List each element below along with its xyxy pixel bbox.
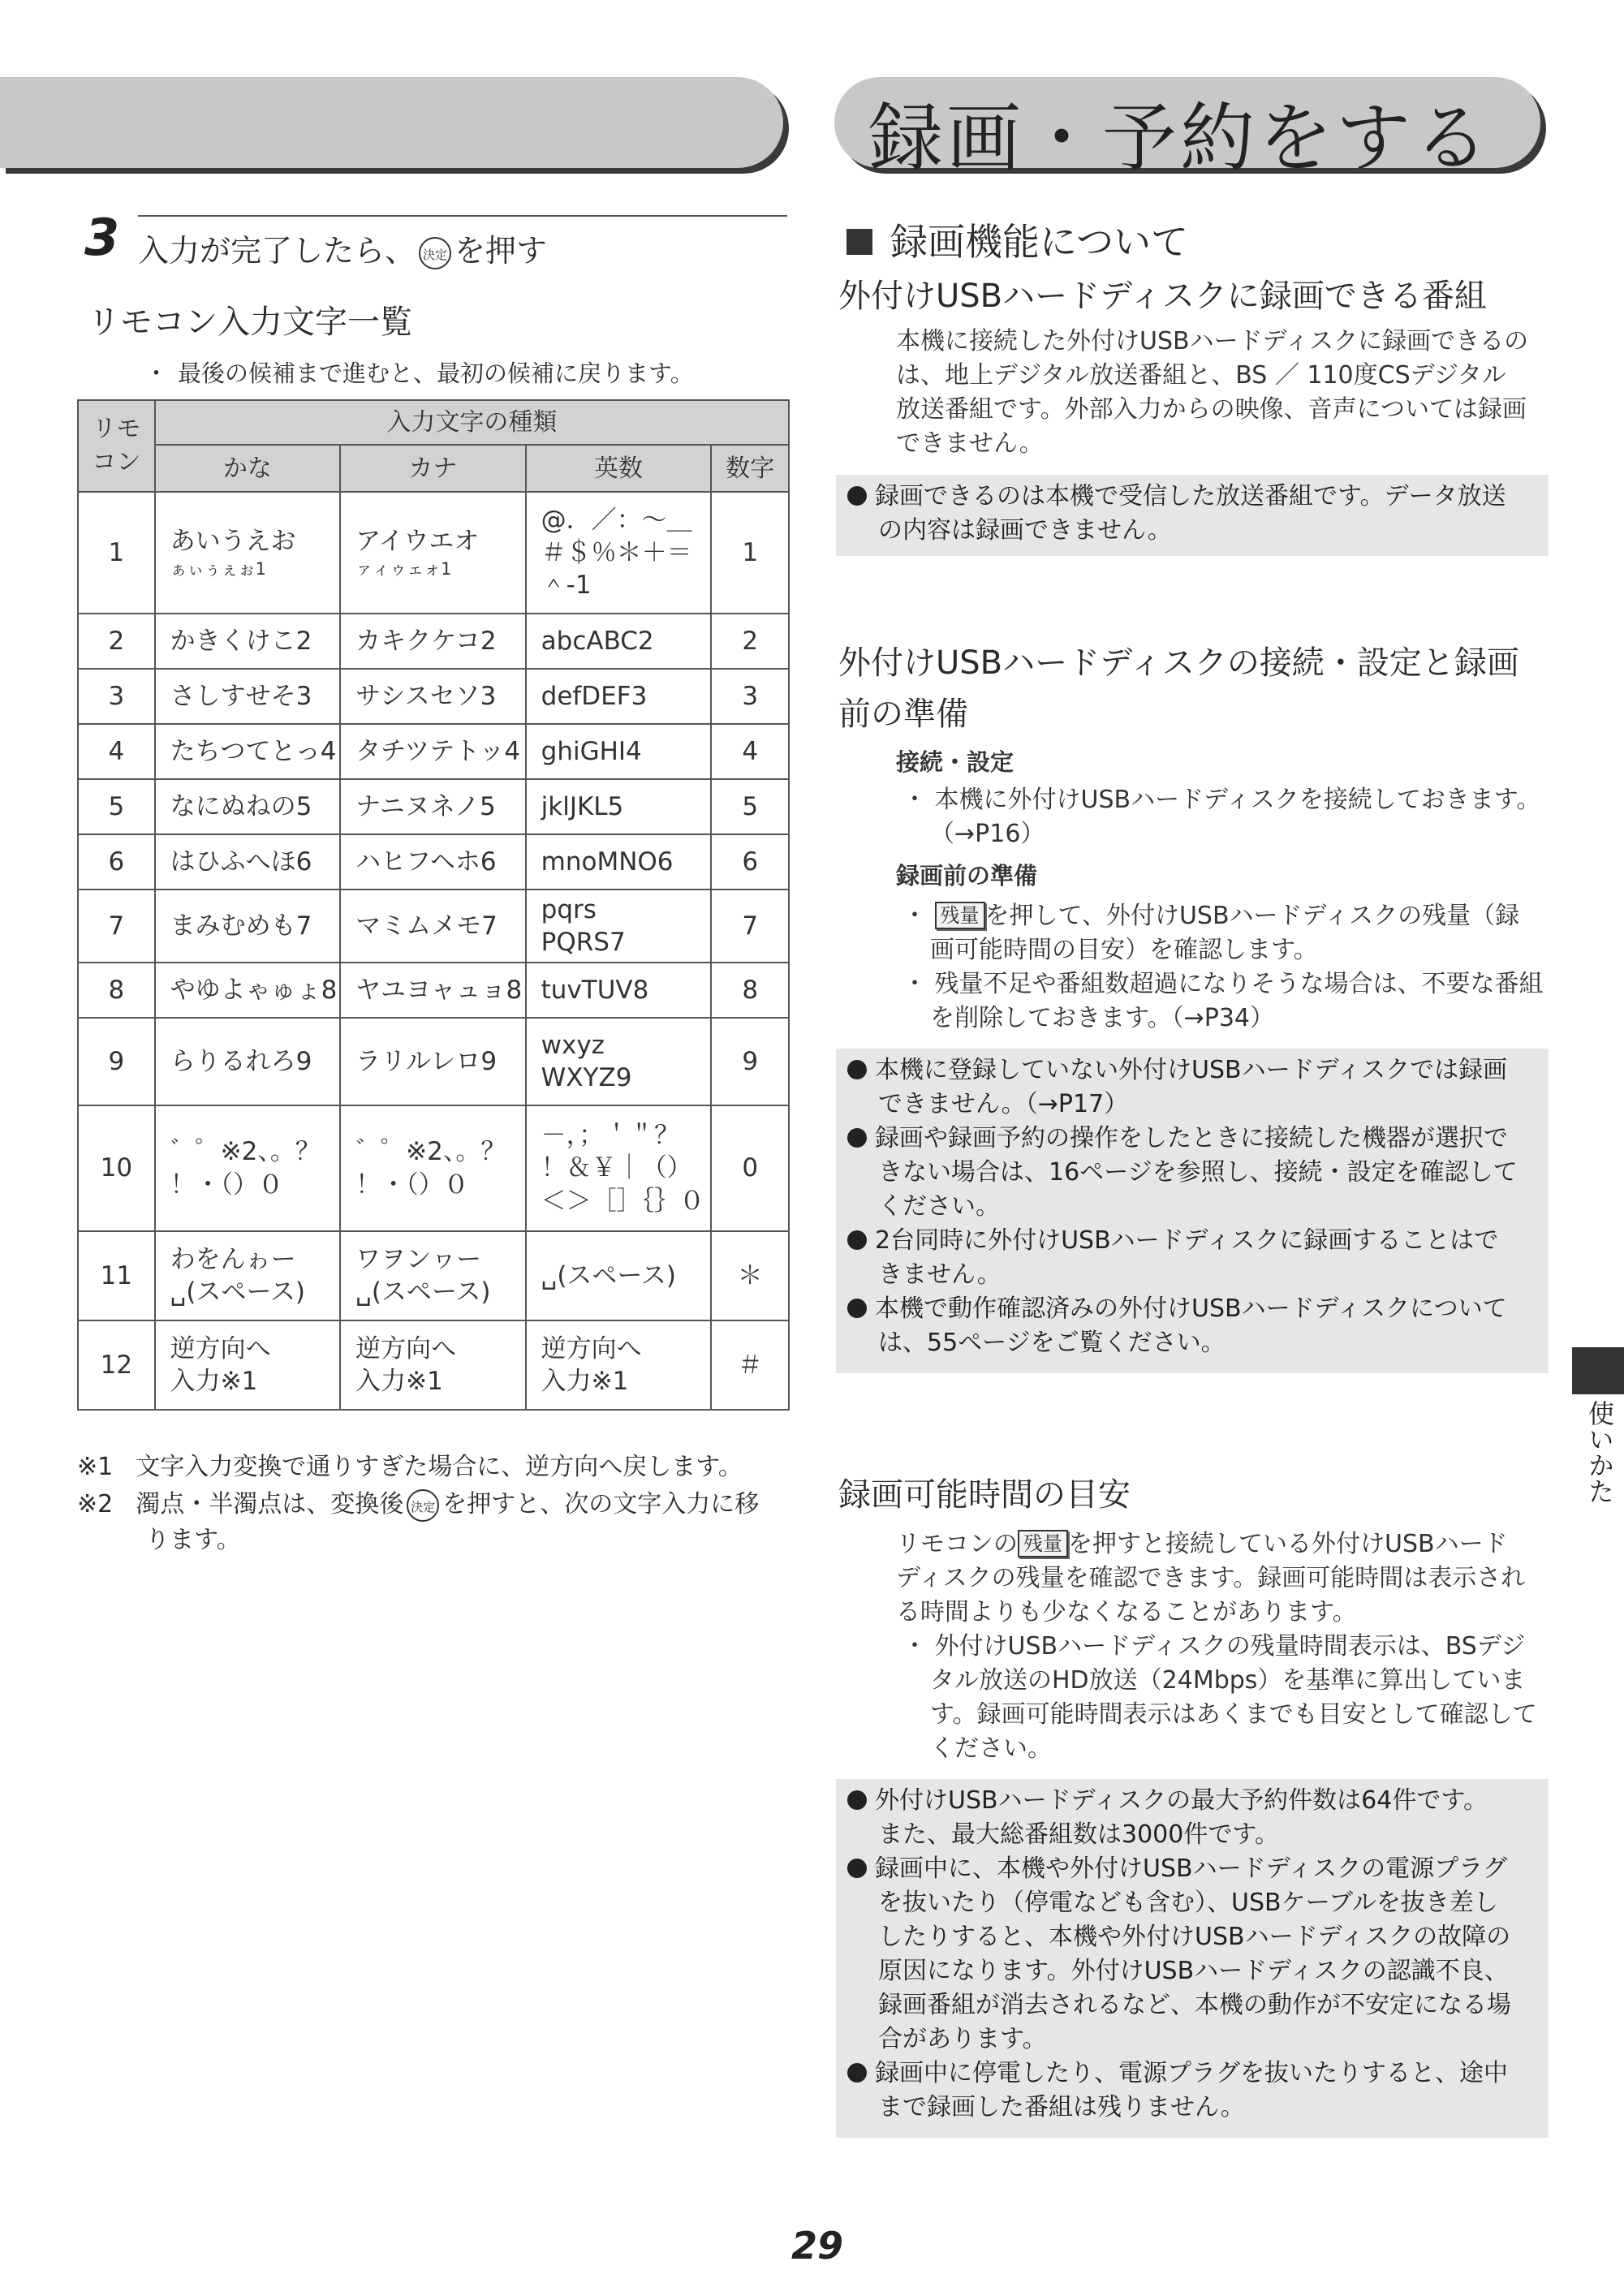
cell-main-text: たちつてとっ4 [170, 736, 337, 766]
header-digit: 数字 [711, 445, 789, 492]
table-row [78, 890, 789, 963]
note-text: 録画中に停電したり、電源プラグを抜いたりすると、途中 [875, 2059, 1508, 2087]
para-line: できません。 [896, 429, 1044, 458]
remote-char-table [77, 399, 790, 1411]
zanryou-key-icon: 残量 [935, 902, 985, 929]
para-line: を押すと接続している外付けUSBハード [1068, 1530, 1508, 1558]
cell-kata [340, 614, 525, 669]
table-row [78, 1018, 789, 1105]
section-heading-text: 録画機能について [890, 220, 1189, 264]
cell-kana [155, 963, 340, 1018]
char-list-title: リモコン入力文字一覧 [88, 304, 412, 341]
para-line: ・ 外付けUSBハードディスクの残量時間表示は、BSデジ [902, 1632, 1526, 1661]
cell-main-text: さしすせそ3 [170, 681, 312, 711]
cell-alnum: tuvTUV8 [526, 963, 712, 1018]
cell-alnum: jklJKL5 [526, 779, 712, 834]
cell-main-text: はひふへほ6 [170, 846, 312, 877]
para-line: タル放送のHD放送（24Mbps）を基準に算出していま [930, 1666, 1526, 1695]
cell-sub-text: ァィゥェォ1 [355, 558, 452, 579]
cell-digit: 0 [711, 1105, 789, 1231]
cell-main-text: かきくけこ2 [170, 626, 312, 656]
cell-alnum: 逆方向へ 入力※1 [526, 1320, 712, 1410]
note-line: また、最大総番組数は3000件です。 [878, 1820, 1279, 1849]
connection-paragraph [902, 783, 1540, 851]
cell-kana [155, 779, 340, 834]
bullet-icon [847, 1230, 867, 1250]
footnote-1 [77, 1446, 743, 1482]
recording-time-paragraph [896, 1527, 1537, 1766]
cell-main-text: ヤユヨャュョ8 [355, 975, 523, 1005]
note-line: 録画できるのは本機で受信した放送番組です。データ放送 [875, 482, 1506, 510]
para-line: ください。 [930, 1734, 1052, 1763]
note-line: きない場合は、16ページを参照し、接続・設定を確認して [878, 1158, 1518, 1187]
cell-main-text: タチツテトッ4 [355, 736, 521, 766]
cell-main-text: カキクケコ2 [355, 626, 497, 656]
note-box-recordable [836, 475, 1549, 556]
page-title: 録画・予約をする [868, 95, 1493, 182]
note-text: 本機に登録していない外付けUSBハードディスクでは録画 [875, 1056, 1508, 1084]
cell-alnum: ghiGHI4 [526, 724, 712, 779]
note-text: 外付けUSBハードディスクの最大予約件数は64件です。 [875, 1786, 1488, 1815]
table-row [78, 492, 789, 614]
cell-kata [340, 834, 525, 890]
cell-kana [155, 492, 340, 614]
footnote-mark: ※2 [77, 1490, 114, 1518]
note-line: は、55ページをご覧ください。 [878, 1329, 1226, 1357]
footnote-text: を押すと、次の文字入力に移 [442, 1490, 760, 1518]
cell-kana [155, 724, 340, 779]
cell-digit: 7 [711, 890, 789, 963]
side-tab-label: 使いかた [1584, 1400, 1615, 1504]
kettei-button-icon: 決定 [407, 1489, 439, 1522]
cell-kata [340, 1105, 525, 1231]
cell-digit: 5 [711, 779, 789, 834]
step-number: 3 [84, 208, 120, 267]
note-line: したりすると、本機や外付けUSBハードディスクの故障の [878, 1923, 1511, 1951]
para-line: る時間よりも少なくなることがあります。 [896, 1598, 1357, 1626]
note-line: 録画番組が消去されるなど、本機の動作が不安定になる場 [878, 1991, 1511, 2019]
cell-digit: 8 [711, 963, 789, 1018]
bullet-icon [847, 1859, 867, 1878]
cell-key: 5 [78, 779, 155, 834]
bullet-icon [847, 2063, 867, 2083]
cell-digit: 3 [711, 669, 789, 724]
cell-digit: 2 [711, 614, 789, 669]
footnote-mark: ※1 [77, 1453, 114, 1481]
cell-alnum: @．／：～＿ ＃＄％＊＋＝ ＾-1 [526, 492, 712, 614]
cell-key: 1 [78, 492, 155, 614]
cell-digit: 1 [711, 492, 789, 614]
note-line [847, 1053, 1537, 1088]
header-bar-right [834, 77, 1540, 182]
char-list-note [144, 355, 694, 389]
table-row [78, 669, 789, 724]
recordable-paragraph [896, 325, 1528, 461]
cell-alnum: ␣(スペース) [526, 1231, 712, 1320]
note-box-connection [836, 1049, 1549, 1373]
cell-alnum: －，；＇＂？ ！＆￥｜（） ＜＞［］｛｝０ [526, 1105, 712, 1231]
bullet-icon [847, 1790, 867, 1810]
note-line: できません。（→P17） [878, 1090, 1129, 1118]
subheading-connection-line1: 外付けUSBハードディスクの接続・設定と録画 [838, 644, 1519, 682]
cell-kata [340, 1231, 525, 1320]
cell-main-text: ハヒフヘホ6 [355, 846, 497, 877]
note-text: 2台同時に外付けUSBハードディスクに録画することはで [875, 1226, 1499, 1255]
note-box-recording-time [836, 1779, 1549, 2138]
cell-kana [155, 890, 340, 963]
para-line: は、地上デジタル放送番組と、BS ／ 110度CSデジタル [896, 361, 1506, 390]
cell-alnum: defDEF3 [526, 669, 712, 724]
zanryou-key-icon: 残量 [1018, 1530, 1068, 1557]
cell-kana [155, 1105, 340, 1231]
note-line [847, 1852, 1537, 1886]
sub-connection-setting: 接続・設定 [896, 748, 1014, 776]
bullet-icon [847, 486, 867, 506]
para-line: 画可能時間の目安）を確認します。 [930, 936, 1318, 964]
table-row [78, 779, 789, 834]
note-text: 本機で動作確認済みの外付けUSBハードディスクについて [875, 1294, 1507, 1323]
note-line: の内容は録画できません。 [878, 516, 1172, 545]
table-row [78, 1320, 789, 1410]
para-line: 本機に接続した外付けUSBハードディスクに録画できるの [896, 327, 1529, 355]
para-line: を押して、外付けUSBハードディスクの残量（録 [984, 902, 1520, 930]
para-line: （→P16） [930, 820, 1045, 848]
cell-key: 2 [78, 614, 155, 669]
table-row [78, 963, 789, 1018]
cell-kata [340, 890, 525, 963]
note-line [847, 2057, 1537, 2091]
cell-main-text: マミムメモ7 [355, 911, 498, 941]
cell-kata [340, 1018, 525, 1105]
cell-digit: 4 [711, 724, 789, 779]
cell-kata [340, 779, 525, 834]
note-line [847, 1122, 1537, 1156]
para-line: ・ 本機に外付けUSBハードディスクを接続しておきます。 [902, 786, 1541, 814]
table-row [78, 614, 789, 669]
header-kana: かな [155, 445, 340, 492]
footnote-text: 文字入力変換で通りすぎた場合に、逆方向へ戻します。 [136, 1453, 743, 1481]
cell-main-text: 逆方向へ 入力※1 [170, 1333, 271, 1396]
char-list-note-text: 最後の候補まで進むと、最初の候補に戻ります。 [178, 360, 694, 387]
cell-digit: 9 [711, 1018, 789, 1105]
cell-digit: ＊ [711, 1231, 789, 1320]
bullet-icon [847, 1060, 867, 1079]
table-row [78, 1231, 789, 1320]
step-rule [138, 215, 787, 217]
table-row [78, 834, 789, 890]
note-text: 録画中に、本機や外付けUSBハードディスクの電源プラグ [875, 1854, 1508, 1883]
footnote-2 [77, 1484, 759, 1522]
table-row [78, 1105, 789, 1231]
cell-alnum: wxyz WXYZ9 [526, 1018, 712, 1105]
header-input-type: 入力文字の種類 [155, 400, 789, 445]
note-line: 合があります。 [878, 2025, 1047, 2053]
cell-main-text: まみむめも7 [170, 911, 312, 941]
note-line: ください。 [878, 1192, 1000, 1221]
para-line: 放送番組です。外部入力からの映像、音声については録画 [896, 395, 1527, 424]
cell-kata [340, 1320, 525, 1410]
cell-key: 11 [78, 1231, 155, 1320]
cell-main-text: わをんゎー ␣(スペース) [170, 1244, 305, 1307]
cell-main-text: ゛゜※2、。？ ！・（）０ [355, 1137, 506, 1200]
cell-main-text: サシスセソ3 [355, 681, 497, 711]
header-remocon: リモ コン [78, 400, 155, 492]
cell-key: 6 [78, 834, 155, 890]
cell-kana [155, 669, 340, 724]
footnote-text: 濁点・半濁点は、変換後 [136, 1490, 404, 1518]
cell-main-text: あいうえお [170, 527, 296, 557]
header-alnum: 英数 [526, 445, 712, 492]
cell-kana [155, 834, 340, 890]
cell-kata [340, 669, 525, 724]
note-line: を抜いたり（停電なども含む）、USBケーブルを抜き差し [878, 1889, 1498, 1917]
cell-alnum: pqrs PQRS7 [526, 890, 712, 963]
cell-kana [155, 1018, 340, 1105]
note-text: 録画や録画予約の操作をしたときに接続した機器が選択で [875, 1124, 1508, 1152]
cell-key: 8 [78, 963, 155, 1018]
kettei-button-icon: 決定 [419, 237, 451, 269]
cell-key: 7 [78, 890, 155, 963]
section-heading [846, 213, 1188, 266]
step-text-before: 入力が完了したら、 [138, 233, 416, 269]
footnote-2-cont: ります。 [145, 1526, 241, 1554]
cell-main-text: 逆方向へ 入力※1 [355, 1333, 457, 1396]
para-line: ディスクの残量を確認できます。録画可能時間は表示され [896, 1564, 1526, 1592]
cell-main-text: らりるれろ9 [170, 1046, 312, 1076]
cell-main-text: なにぬねの5 [170, 791, 312, 821]
para-line: を削除しておきます。（→P34） [930, 1004, 1275, 1032]
para-line: す。録画可能時間表示はあくまでも目安として確認して [930, 1700, 1537, 1729]
bullet-icon [847, 1128, 867, 1148]
cell-kata [340, 492, 525, 614]
note-line [847, 1224, 1537, 1258]
cell-key: 10 [78, 1105, 155, 1231]
cell-key: 4 [78, 724, 155, 779]
page-number: 29 [791, 2224, 844, 2268]
note-line: まで録画した番組は残りません。 [878, 2093, 1245, 2122]
bullet-dot: ・ [144, 360, 169, 387]
preparation-paragraph: ・ 残量 を押して、外付けUSBハードディスクの残量（録 画可能時間の目安）を確認します。 ・ 残量不足や番組数超過になりそうな場合は、不要な番組 を削除しておきます。（→P34） [902, 899, 1544, 1036]
square-icon [846, 229, 872, 255]
note-line: 原因になります。外付けUSBハードディスクの認識不良、 [878, 1957, 1509, 1985]
cell-kana [155, 614, 340, 669]
cell-main-text: ナニヌネノ5 [355, 791, 496, 821]
subheading-connection-line2: 前の準備 [838, 696, 968, 733]
subheading-recordable: 外付けUSBハードディスクに録画できる番組 [838, 278, 1487, 315]
cell-key: 9 [78, 1018, 155, 1105]
cell-alnum: abcABC2 [526, 614, 712, 669]
cell-kana [155, 1320, 340, 1410]
cell-kata [340, 963, 525, 1018]
bullet-icon [847, 1299, 867, 1318]
cell-digit: 6 [711, 834, 789, 890]
cell-sub-text: ぁぃぅぇぉ1 [170, 558, 267, 579]
para-line: リモコンの [896, 1530, 1018, 1558]
side-tab-marker [1572, 1347, 1624, 1394]
cell-key: 3 [78, 669, 155, 724]
cell-digit: ＃ [711, 1320, 789, 1410]
cell-alnum: mnoMNO6 [526, 834, 712, 890]
cell-main-text: ラリルレロ9 [355, 1046, 498, 1076]
cell-main-text: アイウエオ [355, 527, 480, 557]
step-instruction [138, 226, 547, 270]
header-bar-left [0, 77, 783, 168]
sub-preparation: 録画前の準備 [896, 862, 1038, 890]
cell-main-text: ワヲンヮー ␣(スペース) [355, 1244, 491, 1307]
cell-kana [155, 1231, 340, 1320]
cell-key: 12 [78, 1320, 155, 1410]
note-line [847, 1292, 1537, 1326]
subheading-recording-time: 録画可能時間の目安 [838, 1476, 1131, 1514]
note-line: きません。 [878, 1260, 1002, 1289]
note-line [847, 1784, 1537, 1818]
table-row [78, 724, 789, 779]
cell-kata [340, 724, 525, 779]
step-text-after: を押す [454, 233, 548, 269]
cell-main-text: やゆよゃゅょ8 [170, 975, 338, 1005]
cell-main-text: ゛゜※2、。？ ！・（）０ [170, 1137, 321, 1200]
header-katakana: カナ [340, 445, 525, 492]
para-line: ・ 残量不足や番組数超過になりそうな場合は、不要な番組 [902, 970, 1544, 998]
